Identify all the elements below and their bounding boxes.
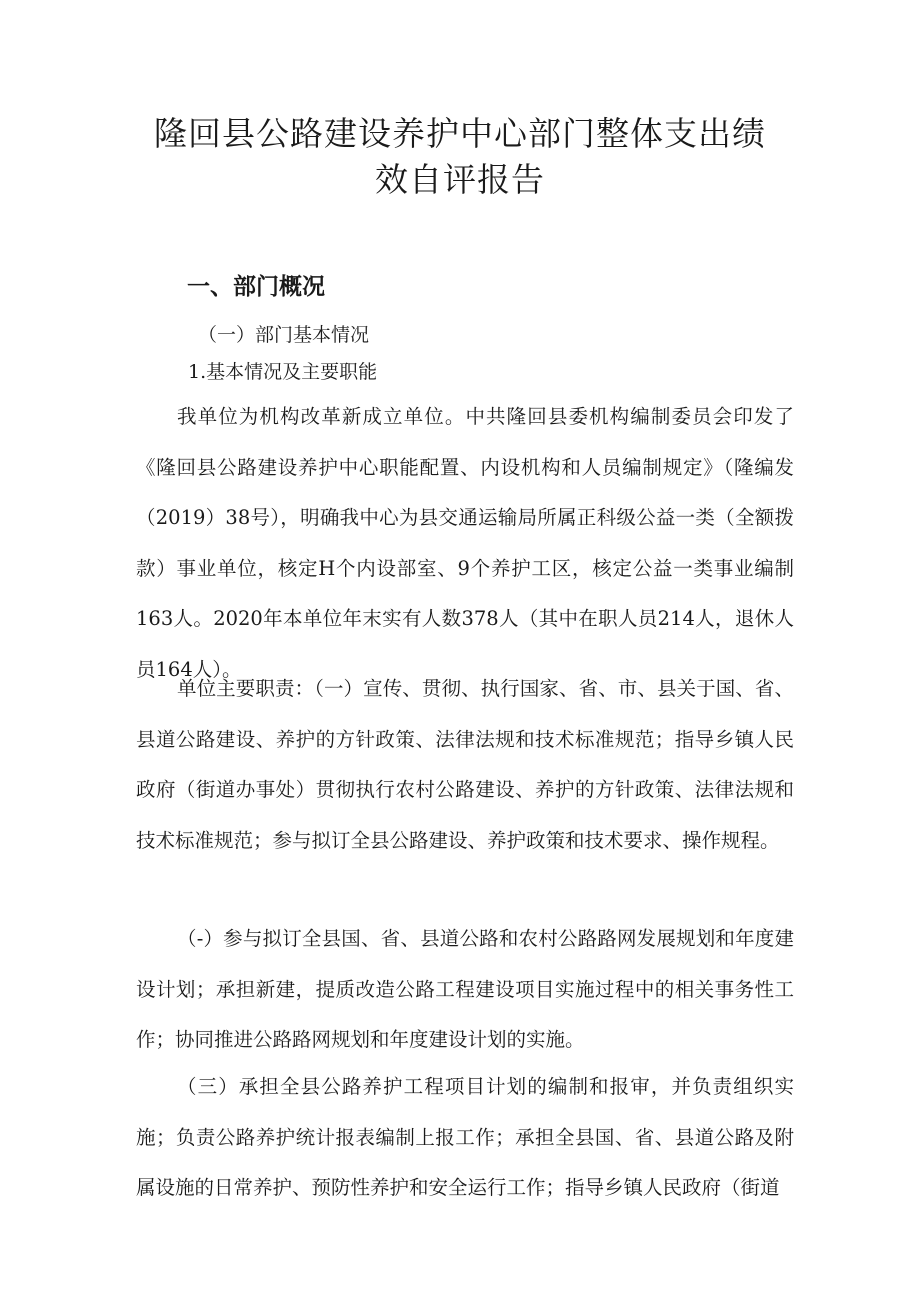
item-heading-basic-info-functions: 1.基本情况及主要职能 <box>188 361 378 383</box>
paragraph-unit-overview: 我单位为机构改革新成立单位。中共隆回县委机构编制委员会印发了《隆回县公路建设养护中心职能配置、内设机构和人员编制规定》（隆编发（2019）38号），明确我中心为县交通运输局所属正科级公益一类（全额拨款）事业单位，核定H个内设部室、9个养护工区，核定公益一类事业编制163人。2020年本单位年末实有人数378人（其中在职人员214人，退休人员164人）。 <box>136 405 794 681</box>
paragraph-main-duties: 单位主要职责：（一）宣传、贯彻、执行国家、省、市、县关于国、省、县道公路建设、养护的方针政策、法律法规和技术标准规范；指导乡镇人民政府（街道办事处）贯彻执行农村公路建设、养护的方针政策、法律法规和技术标准规范；参与拟订全县公路建设、养护政策和技术要求、操作规程。 <box>136 677 794 852</box>
paragraph-duty-two: （-）参与拟订全县国、省、县道公路和农村公路路网发展规划和年度建设计划；承担新建，提质改造公路工程建设项目实施过程中的相关事务性工作；协同推进公路路网规划和年度建设计划的实施。 <box>136 927 794 1051</box>
subsection-heading-basic-info: （一）部门基本情况 <box>198 324 370 346</box>
section-heading-department-overview: 一、部门概况 <box>187 274 325 300</box>
document-title-line-2: 效自评报告 <box>375 160 545 199</box>
paragraph-duty-three: （三）承担全县公路养护工程项目计划的编制和报审，并负责组织实施；负责公路养护统计报表编制上报工作；承担全县国、省、县道公路及附属设施的日常养护、预防性养护和安全运行工作；指导乡镇人民政府（街道 <box>136 1075 794 1199</box>
document-title-line-1: 隆回县公路建设养护中心部门整体支出绩 <box>154 114 766 153</box>
